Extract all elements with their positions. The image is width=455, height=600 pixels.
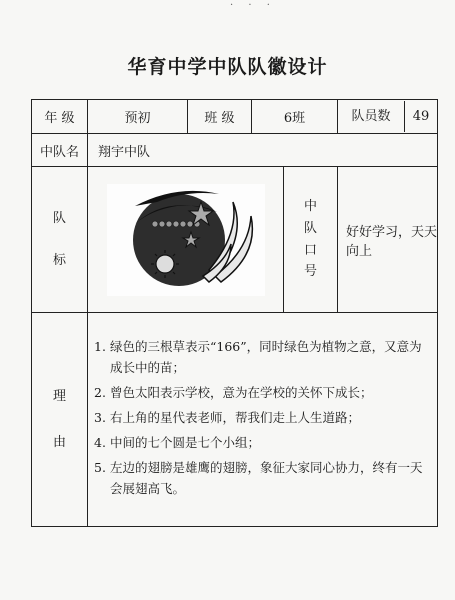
members-value: 49 [412, 109, 430, 124]
members-label: 队员数 [338, 101, 405, 132]
reasons-cell [88, 313, 438, 527]
emblem-cell [88, 167, 284, 313]
reasons-row [32, 313, 438, 527]
list-item: 5. 左边的翅膀是雄鹰的翅膀，象征大家同心协力，终有一天会展翅高飞。 [94, 460, 423, 496]
motto-label: 中 队 口 号 [284, 167, 338, 313]
list-item: 3. 右上角的星代表老师，帮我们走上人生道路； [94, 410, 361, 425]
squad-value: 翔宇中队 [88, 134, 438, 167]
list-item: 2. 曾色太阳表示学校，意为在学校的关怀下成长； [94, 385, 373, 400]
emblem-row [32, 167, 438, 313]
grade-label: 年 级 [32, 100, 88, 134]
grade-value: 预初 [88, 100, 188, 134]
list-item: 1. 绿色的三根草表示“166”，同时绿色为植物之意，又意为成长中的苗； [94, 339, 422, 375]
emblem-label: 队 标 [32, 167, 88, 313]
class-label: 班 级 [188, 100, 252, 134]
squad-row [32, 134, 438, 167]
scan-marks: · · · [230, 0, 276, 11]
members-cell [338, 100, 438, 134]
class-value: 6班 [252, 100, 338, 134]
info-row [32, 100, 438, 134]
design-form-table [31, 99, 438, 527]
reasons-list [88, 336, 437, 499]
emblem-drawing [107, 184, 265, 296]
list-item: 4. 中间的七个圆是七个小组； [94, 435, 261, 450]
reasons-label: 理 由 [32, 313, 88, 527]
emblem-icon [107, 184, 265, 296]
motto-value: 好好学习，天天向上 [338, 167, 438, 313]
page-title: 华育中学中队队徽设计 [127, 56, 328, 78]
squad-label: 中队名 [32, 134, 88, 167]
